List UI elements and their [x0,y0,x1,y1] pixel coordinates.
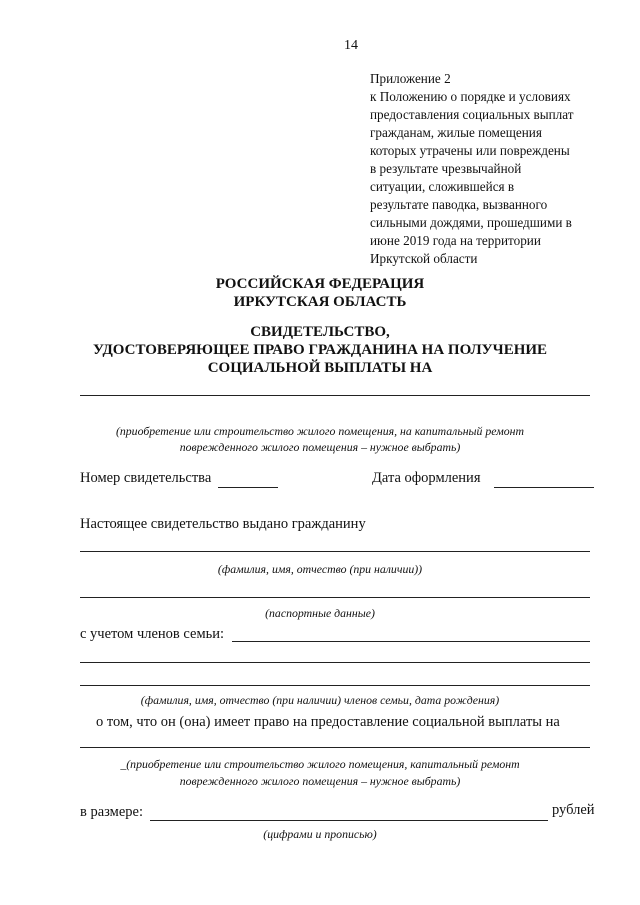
page-number: 14 [344,38,358,53]
currency-label: рублей [552,802,595,818]
doc-title-line-3: СОЦИАЛЬНОЙ ВЫПЛАТЫ НА [207,360,433,376]
appendix-line: Иркутской области [370,251,478,266]
passport-note: (паспортные данные) [265,606,375,620]
appendix-line: гражданам, жилые помещения [370,125,542,140]
purpose-note2-line-1: _(приобретение или строительство жилого помещения, капитальный ремонт [120,757,520,771]
appendix-line: которых утрачены или повреждены [370,143,570,158]
purpose-field-line[interactable] [80,395,590,396]
family-label: с учетом членов семьи: [80,626,225,642]
family-field-line-3[interactable] [80,685,590,686]
certificate-number-field[interactable] [218,487,278,488]
doc-title-line-1: СВИДЕТЕЛЬСТВО, [250,324,390,340]
amount-label: в размере: [80,804,144,820]
issue-date-field[interactable] [494,487,594,488]
appendix-title: Приложение 2 [370,71,451,86]
appendix-line: результате паводка, вызванного [370,197,548,212]
appendix-line: к Положению о порядке и условиях [370,89,571,104]
family-field-line-2[interactable] [80,662,590,663]
appendix-line: июне 2019 года на территории [370,233,541,248]
appendix-line: ситуации, сложившейся в [370,179,515,194]
doc-title-line-2: УДОСТОВЕРЯЮЩЕЕ ПРАВО ГРАЖДАНИНА НА ПОЛУЧЕНИЕ [92,342,548,358]
issue-date-label: Дата оформления [372,470,481,486]
appendix-line: в результате чрезвычайной [370,161,522,176]
issued-to-label: Настоящее свидетельство выдано гражданину [80,516,366,532]
appendix-line: предоставления социальных выплат [370,107,574,122]
purpose-note2-line-2: поврежденного жилого помещения – нужное выбрать) [179,774,461,788]
header-country: РОССИЙСКАЯ ФЕДЕРАЦИЯ [215,276,425,292]
purpose-note-line-1: (приобретение или строительство жилого помещения, на капитальный ремонт [115,424,525,438]
amount-field-line[interactable] [150,820,548,821]
right-statement: о том, что он (она) имеет право на предоставление социальной выплаты на [96,714,560,730]
amount-note: (цифрами и прописью) [263,827,377,841]
fio-field-line[interactable] [80,551,590,552]
family-field-line-1[interactable] [232,641,590,642]
passport-field-line[interactable] [80,597,590,598]
family-note: (фамилия, имя, отчество (при наличии) членов семьи, дата рождения) [140,693,500,707]
certificate-number-label: Номер свидетельства [80,470,212,486]
header-region: ИРКУТСКАЯ ОБЛАСТЬ [233,294,407,310]
appendix-line: сильными дождями, прошедшими в [370,215,572,230]
purpose-note-line-2: поврежденного жилого помещения – нужное выбрать) [179,440,461,454]
purpose-field-line-2[interactable] [80,747,590,748]
appendix-block [370,70,574,268]
fio-note: (фамилия, имя, отчество (при наличии)) [217,562,423,576]
